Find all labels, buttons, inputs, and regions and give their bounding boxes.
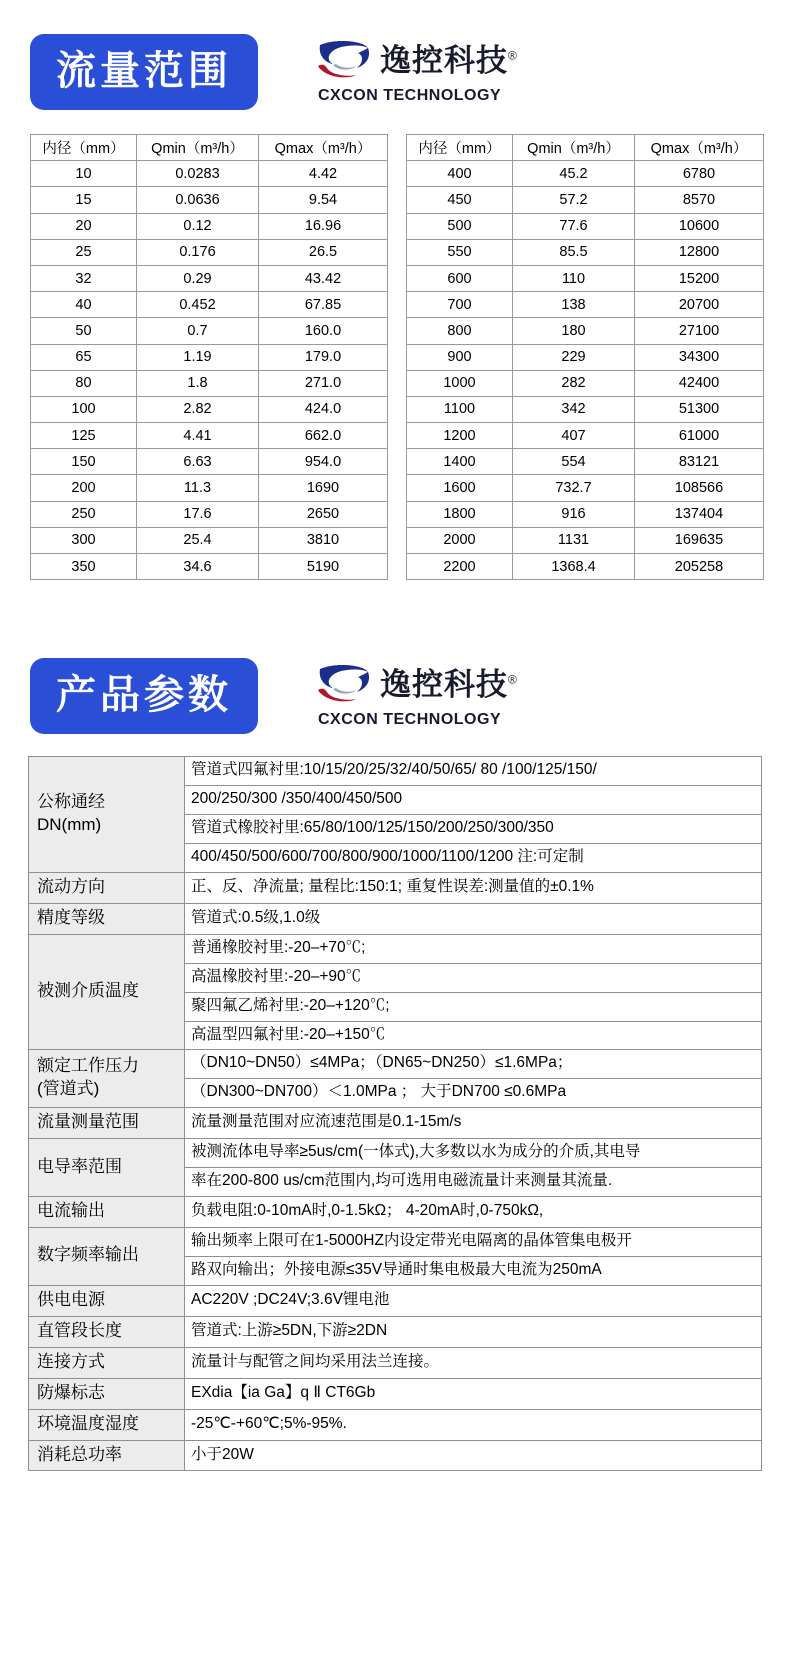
table-row <box>407 396 764 422</box>
section-banner-product-params <box>0 658 790 734</box>
spec-value: AC220V ;DC24V;3.6V锂电池 <box>185 1285 762 1316</box>
cell-qmin: 0.0636 <box>137 187 259 213</box>
cell-diameter: 1000 <box>407 370 513 396</box>
cell-diameter: 2000 <box>407 527 513 553</box>
cell-qmax: 179.0 <box>259 344 388 370</box>
cell-qmin: 0.176 <box>137 239 259 265</box>
cell-qmin: 0.7 <box>137 318 259 344</box>
table-row <box>407 187 764 213</box>
table-header-row <box>31 135 388 161</box>
document-page <box>0 34 790 1654</box>
logo-mark-icon <box>316 40 372 82</box>
cell-qmin: 110 <box>513 265 635 291</box>
section-title-flow-range: 流量范围 <box>30 34 258 110</box>
spec-row <box>29 757 762 786</box>
spec-value: 负载电阻:0-10mA时,0-1.5kΩ； 4-20mA时,0-750kΩ, <box>185 1197 762 1228</box>
spec-row <box>29 1228 762 1257</box>
cell-diameter: 20 <box>31 213 137 239</box>
cell-qmax: 954.0 <box>259 449 388 475</box>
spec-label: 被测介质温度 <box>29 934 185 1050</box>
logo-cn-label: 逸控科技 <box>380 43 508 78</box>
spec-row <box>29 872 762 903</box>
table-row <box>407 554 764 580</box>
spec-value: 输出频率上限可在1-5000HZ内设定带光电隔离的晶体管集电极开 <box>185 1228 762 1257</box>
spec-row <box>29 903 762 934</box>
cell-qmax: 1690 <box>259 475 388 501</box>
logo-registered-mark: ® <box>508 672 518 687</box>
column-header-qmin: Qmin（m³/h） <box>137 135 259 161</box>
logo-text-cn <box>380 45 518 76</box>
cell-qmin: 554 <box>513 449 635 475</box>
table-row <box>407 501 764 527</box>
logo-mark-icon <box>316 664 372 706</box>
spec-label: 供电电源 <box>29 1285 185 1316</box>
cell-qmin: 6.63 <box>137 449 259 475</box>
cell-diameter: 450 <box>407 187 513 213</box>
cell-qmax: 6780 <box>635 161 764 187</box>
cell-diameter: 100 <box>31 396 137 422</box>
table-row <box>407 239 764 265</box>
cell-qmax: 205258 <box>635 554 764 580</box>
cell-diameter: 80 <box>31 370 137 396</box>
cell-qmax: 83121 <box>635 449 764 475</box>
spec-row <box>29 1378 762 1409</box>
cell-qmin: 138 <box>513 292 635 318</box>
cell-qmin: 1368.4 <box>513 554 635 580</box>
cell-diameter: 32 <box>31 265 137 291</box>
cell-qmax: 424.0 <box>259 396 388 422</box>
spec-value: 小于20W <box>185 1440 762 1471</box>
table-row <box>31 344 388 370</box>
cell-qmin: 1.8 <box>137 370 259 396</box>
spec-value: 高温橡胶衬里:-20–+90℃ <box>185 963 762 992</box>
cell-qmax: 137404 <box>635 501 764 527</box>
cell-qmax: 9.54 <box>259 187 388 213</box>
section-banner-flow-range <box>0 34 790 110</box>
table-row <box>407 370 764 396</box>
cell-diameter: 250 <box>31 501 137 527</box>
cell-qmax: 51300 <box>635 396 764 422</box>
cell-qmin: 11.3 <box>137 475 259 501</box>
cell-qmax: 4.42 <box>259 161 388 187</box>
cell-diameter: 25 <box>31 239 137 265</box>
spec-value: 聚四氟乙烯衬里:-20–+120℃; <box>185 992 762 1021</box>
cell-qmax: 27100 <box>635 318 764 344</box>
column-header-diameter: 内径（mm） <box>31 135 137 161</box>
spec-value: 路双向输出；外接电源≤35V导通时集电极最大电流为250mA <box>185 1256 762 1285</box>
cell-diameter: 50 <box>31 318 137 344</box>
cell-diameter: 400 <box>407 161 513 187</box>
cell-diameter: 1100 <box>407 396 513 422</box>
spec-label: 额定工作压力 (管道式) <box>29 1050 185 1108</box>
spec-value: 率在200-800 us/cm范围内,均可选用电磁流量计来测量其流量. <box>185 1168 762 1197</box>
cell-qmax: 3810 <box>259 527 388 553</box>
table-row <box>407 213 764 239</box>
cell-qmax: 34300 <box>635 344 764 370</box>
cell-diameter: 65 <box>31 344 137 370</box>
spec-row <box>29 1316 762 1347</box>
cell-diameter: 500 <box>407 213 513 239</box>
table-row <box>31 265 388 291</box>
cell-qmax: 12800 <box>635 239 764 265</box>
cell-qmin: 0.12 <box>137 213 259 239</box>
spec-row <box>29 1347 762 1378</box>
cell-qmin: 732.7 <box>513 475 635 501</box>
cell-qmin: 4.41 <box>137 423 259 449</box>
cell-diameter: 15 <box>31 187 137 213</box>
table-row <box>31 292 388 318</box>
cell-diameter: 125 <box>31 423 137 449</box>
cell-qmin: 916 <box>513 501 635 527</box>
spec-value: EXdia【ia Ga】q Ⅱ CT6Gb <box>185 1378 762 1409</box>
cell-qmin: 1.19 <box>137 344 259 370</box>
table-row <box>31 554 388 580</box>
table-row <box>407 318 764 344</box>
table-row <box>407 161 764 187</box>
flow-range-table-left <box>30 134 388 580</box>
table-row <box>407 475 764 501</box>
spec-value: 管道式橡胶衬里:65/80/100/125/150/200/250/300/350 <box>185 815 762 844</box>
spec-label: 流动方向 <box>29 872 185 903</box>
table-row <box>31 318 388 344</box>
cell-diameter: 2200 <box>407 554 513 580</box>
cell-qmax: 160.0 <box>259 318 388 344</box>
cell-qmax: 271.0 <box>259 370 388 396</box>
cell-diameter: 1600 <box>407 475 513 501</box>
table-row <box>407 265 764 291</box>
cell-qmin: 0.452 <box>137 292 259 318</box>
table-row <box>31 161 388 187</box>
table-row <box>407 527 764 553</box>
cell-diameter: 900 <box>407 344 513 370</box>
column-header-qmax: Qmax（m³/h） <box>635 135 764 161</box>
cell-qmax: 5190 <box>259 554 388 580</box>
cell-diameter: 800 <box>407 318 513 344</box>
product-parameters-table-wrap <box>0 756 790 1511</box>
cell-qmin: 0.0283 <box>137 161 259 187</box>
spec-label: 数字频率输出 <box>29 1228 185 1286</box>
cell-diameter: 300 <box>31 527 137 553</box>
cell-qmax: 26.5 <box>259 239 388 265</box>
spec-value: 流量计与配管之间均采用法兰连接。 <box>185 1347 762 1378</box>
column-header-diameter: 内径（mm） <box>407 135 513 161</box>
cell-diameter: 600 <box>407 265 513 291</box>
spec-label: 直管段长度 <box>29 1316 185 1347</box>
table-row <box>31 423 388 449</box>
spec-value: （DN300~DN700）＜1.0MPa ； 大于DN700 ≤0.6MPa <box>185 1079 762 1108</box>
logo-cn-label: 逸控科技 <box>380 667 508 703</box>
cell-qmax: 16.96 <box>259 213 388 239</box>
table-row <box>31 239 388 265</box>
spec-value: 400/450/500/600/700/800/900/1000/1100/1200 注:可定制 <box>185 843 762 872</box>
cell-diameter: 40 <box>31 292 137 318</box>
cell-qmax: 169635 <box>635 527 764 553</box>
logo-text-cn <box>380 667 518 703</box>
table-row <box>31 501 388 527</box>
table-row <box>407 449 764 475</box>
table-row <box>407 423 764 449</box>
cell-qmin: 57.2 <box>513 187 635 213</box>
cell-qmax: 43.42 <box>259 265 388 291</box>
table-row <box>31 449 388 475</box>
spec-label: 连接方式 <box>29 1347 185 1378</box>
spec-label: 防爆标志 <box>29 1378 185 1409</box>
spec-row <box>29 1050 762 1079</box>
cell-diameter: 1400 <box>407 449 513 475</box>
table-row <box>31 475 388 501</box>
spec-value: （DN10~DN50）≤4MPa；（DN65~DN250）≤1.6MPa； <box>185 1050 762 1079</box>
spec-label: 精度等级 <box>29 903 185 934</box>
cell-qmax: 2650 <box>259 501 388 527</box>
cell-diameter: 200 <box>31 475 137 501</box>
cell-qmin: 17.6 <box>137 501 259 527</box>
cell-qmin: 342 <box>513 396 635 422</box>
cell-qmax: 108566 <box>635 475 764 501</box>
cell-qmax: 15200 <box>635 265 764 291</box>
cell-qmax: 8570 <box>635 187 764 213</box>
spec-row <box>29 1409 762 1440</box>
flow-range-tables <box>0 134 790 580</box>
spec-label: 电流输出 <box>29 1197 185 1228</box>
spec-row <box>29 1440 762 1471</box>
spec-row <box>29 1285 762 1316</box>
cell-qmax: 61000 <box>635 423 764 449</box>
cell-qmin: 77.6 <box>513 213 635 239</box>
cell-diameter: 150 <box>31 449 137 475</box>
cell-diameter: 550 <box>407 239 513 265</box>
spec-row <box>29 934 762 963</box>
logo-registered-mark: ® <box>508 48 518 63</box>
table-row <box>31 213 388 239</box>
table-row <box>407 292 764 318</box>
cell-diameter: 700 <box>407 292 513 318</box>
cell-diameter: 1800 <box>407 501 513 527</box>
cell-qmin: 180 <box>513 318 635 344</box>
spec-value: 管道式:上游≥5DN,下游≥2DN <box>185 1316 762 1347</box>
spec-value: -25℃-+60℃;5%-95%. <box>185 1409 762 1440</box>
table-header-row <box>407 135 764 161</box>
cell-diameter: 350 <box>31 554 137 580</box>
spec-label: 消耗总功率 <box>29 1440 185 1471</box>
table-row <box>31 396 388 422</box>
cell-qmin: 229 <box>513 344 635 370</box>
spec-value: 管道式四氟衬里:10/15/20/25/32/40/50/65/ 80 /100/125/150/ <box>185 757 762 786</box>
section-title-product-params: 产品参数 <box>30 658 258 734</box>
spec-value: 正、反、净流量; 量程比:150:1; 重复性误差:测量值的±0.1% <box>185 872 762 903</box>
cell-qmin: 1131 <box>513 527 635 553</box>
cell-diameter: 1200 <box>407 423 513 449</box>
cell-qmax: 67.85 <box>259 292 388 318</box>
spec-row <box>29 1139 762 1168</box>
spec-value: 高温型四氟衬里:-20–+150℃ <box>185 1021 762 1050</box>
spec-value: 流量测量范围对应流速范围是0.1-15m/s <box>185 1108 762 1139</box>
cell-qmax: 20700 <box>635 292 764 318</box>
column-header-qmin: Qmin（m³/h） <box>513 135 635 161</box>
cell-qmin: 282 <box>513 370 635 396</box>
spec-label: 流量测量范围 <box>29 1108 185 1139</box>
product-parameters-table <box>28 756 762 1471</box>
spec-value: 普通橡胶衬里:-20–+70℃; <box>185 934 762 963</box>
cell-qmin: 45.2 <box>513 161 635 187</box>
logo-text-en: CXCON TECHNOLOGY <box>318 86 502 104</box>
column-header-qmax: Qmax（m³/h） <box>259 135 388 161</box>
cell-qmin: 0.29 <box>137 265 259 291</box>
logo-text-en: CXCON TECHNOLOGY <box>318 710 502 728</box>
table-row <box>31 187 388 213</box>
cell-qmin: 407 <box>513 423 635 449</box>
cell-qmin: 2.82 <box>137 396 259 422</box>
spec-row <box>29 1197 762 1228</box>
table-row <box>31 370 388 396</box>
table-row <box>407 344 764 370</box>
spec-value: 被测流体电导率≥5us/cm(一体式),大多数以水为成分的介质,其电导 <box>185 1139 762 1168</box>
table-row <box>31 527 388 553</box>
spec-value: 管道式:0.5级,1.0级 <box>185 903 762 934</box>
company-logo <box>316 40 518 105</box>
spec-value: 200/250/300 /350/400/450/500 <box>185 786 762 815</box>
spec-label: 环境温度湿度 <box>29 1409 185 1440</box>
cell-qmin: 34.6 <box>137 554 259 580</box>
spec-label: 公称通经 DN(mm) <box>29 757 185 873</box>
cell-qmax: 10600 <box>635 213 764 239</box>
cell-qmax: 42400 <box>635 370 764 396</box>
spec-label: 电导率范围 <box>29 1139 185 1197</box>
cell-qmin: 85.5 <box>513 239 635 265</box>
company-logo <box>316 664 518 729</box>
cell-qmin: 25.4 <box>137 527 259 553</box>
cell-diameter: 10 <box>31 161 137 187</box>
cell-qmax: 662.0 <box>259 423 388 449</box>
flow-range-table-right <box>406 134 764 580</box>
spec-row <box>29 1108 762 1139</box>
